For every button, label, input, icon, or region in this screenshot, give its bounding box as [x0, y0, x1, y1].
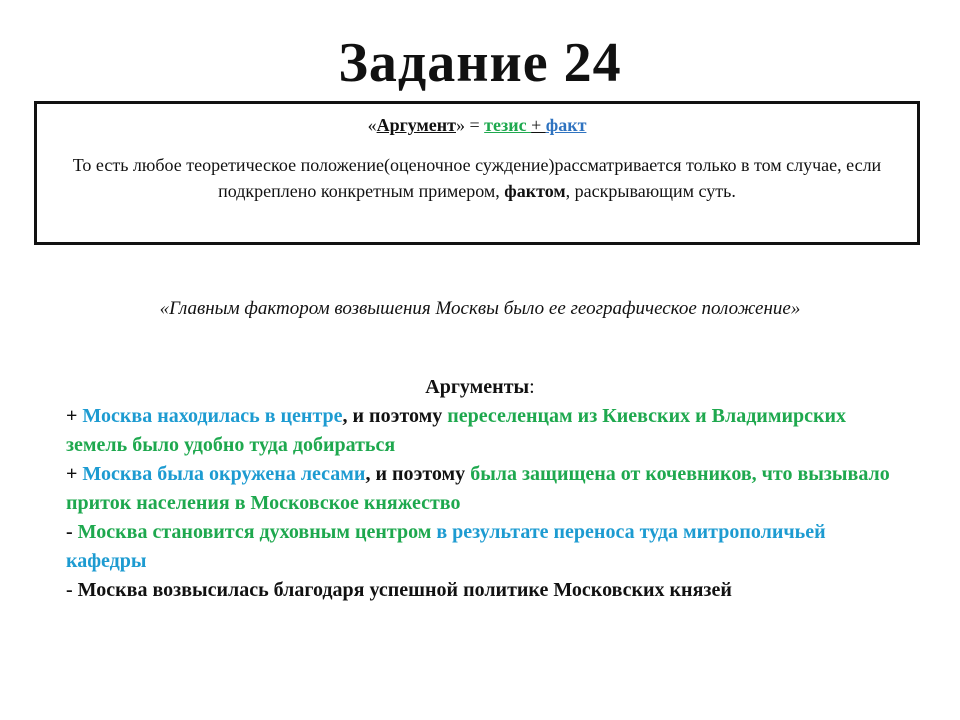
- arguments-list: [66, 402, 906, 605]
- argument-segment: в результате переноса туда митрополичьей кафедры: [66, 521, 826, 572]
- argument-segment: Москва становится духовным центром: [77, 521, 432, 543]
- definition-part1: То есть любое теоретическое положение(оценочное суждение)рассматривается только в том случае, если подкреплено конкретным примером,: [72, 155, 882, 201]
- definition-part2: , раскрывающим суть.: [565, 181, 736, 201]
- argument-item: [66, 518, 906, 576]
- formula-line: [37, 112, 917, 138]
- argument-marker: -: [66, 521, 78, 543]
- definition-fact-word: фактом: [504, 181, 566, 201]
- argument-segment: , и поэтому: [342, 405, 448, 427]
- formula-plus: +: [531, 115, 546, 135]
- definition-box: [34, 101, 920, 245]
- argument-item: [66, 576, 906, 605]
- thesis-quote: «Главным фактором возвышения Москвы было ее географическое положение»: [159, 298, 801, 319]
- argument-segment: была защищена от кочевников, что вызывало приток населения в Московское княжество: [66, 463, 890, 514]
- argument-marker: -: [66, 579, 78, 601]
- slide-title: Задание 24: [338, 32, 622, 94]
- argument-segment: , и поэтому: [365, 463, 471, 485]
- formula-argument: Аргумент: [376, 115, 456, 135]
- argument-item: [66, 402, 906, 460]
- argument-segment: переселенцам из Киевских и Владимирских земель было удобно туда добираться: [66, 405, 847, 456]
- formula-fact: факт: [545, 115, 587, 135]
- arguments-heading-colon: :: [529, 376, 535, 398]
- formula-close-eq: » =: [456, 115, 485, 135]
- arguments-heading: [0, 374, 960, 400]
- formula-open-quote: «: [367, 115, 377, 135]
- formula-thesis: тезис: [484, 115, 532, 135]
- argument-marker: +: [66, 463, 83, 485]
- argument-segment: Москва была окружена лесами: [82, 463, 366, 485]
- arguments-heading-label: Аргументы: [425, 376, 530, 398]
- definition-text: [37, 152, 917, 204]
- argument-item: [66, 460, 906, 518]
- argument-segment: Москва возвысилась благодаря успешной политике Московских князей: [77, 579, 732, 601]
- argument-marker: +: [66, 405, 83, 427]
- argument-segment: Москва находилась в центре: [82, 405, 343, 427]
